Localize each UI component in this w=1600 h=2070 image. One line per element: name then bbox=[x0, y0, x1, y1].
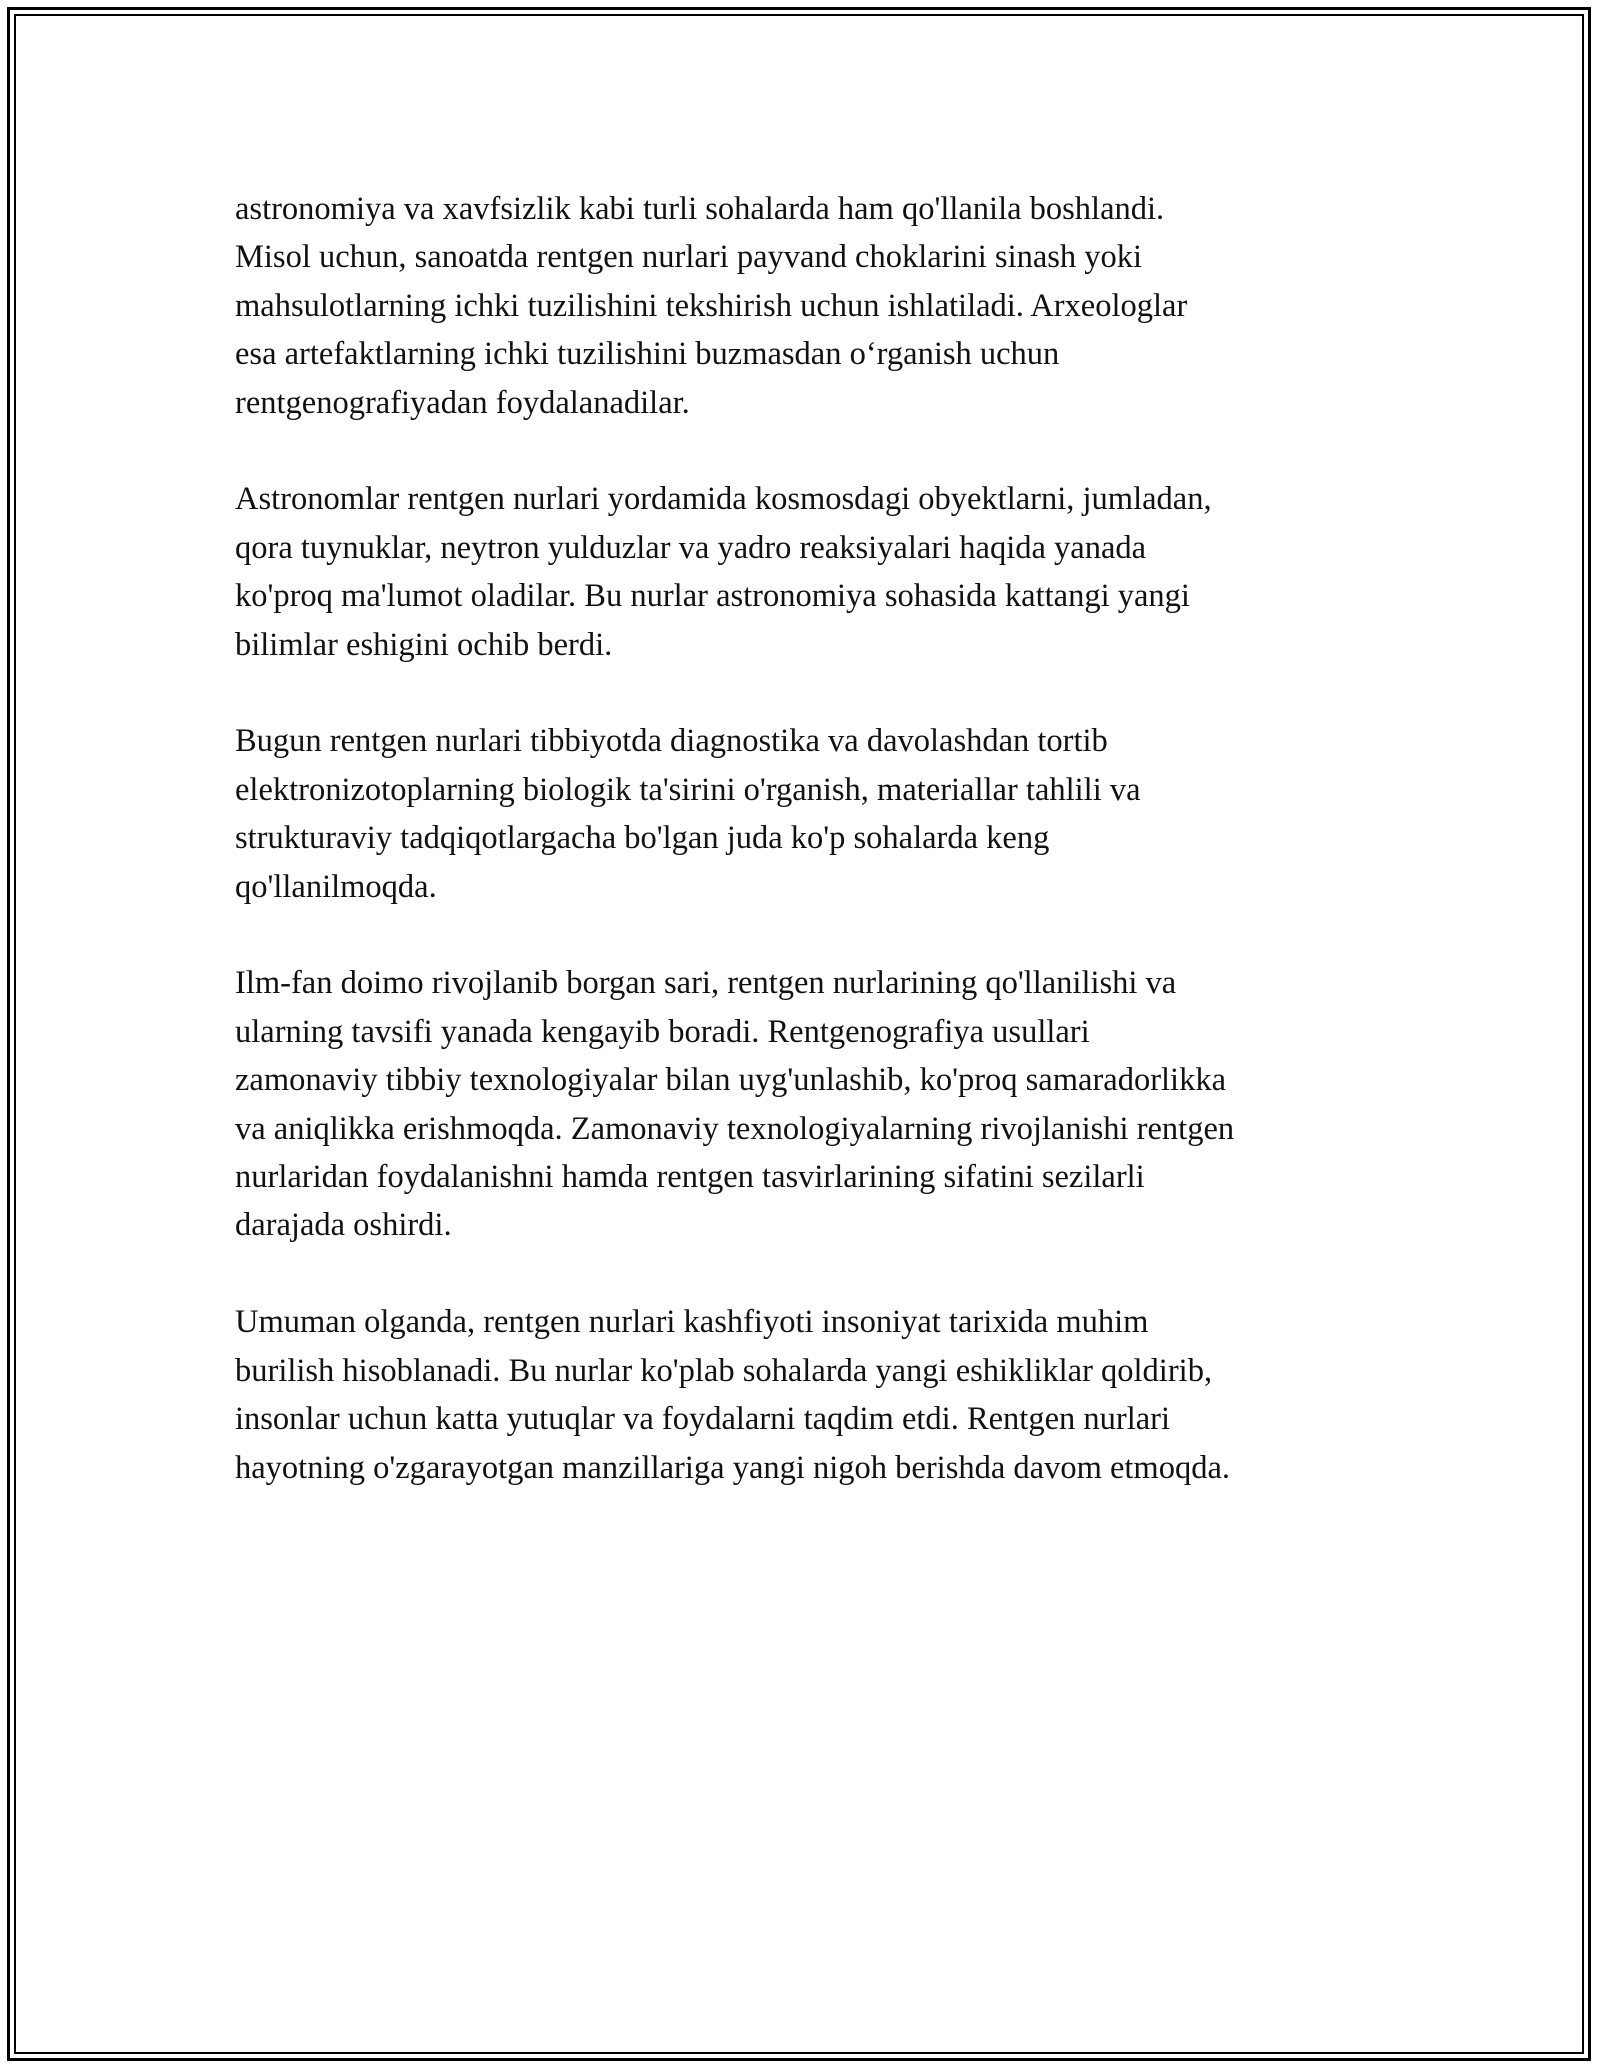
text-line: zamonaviy tibbiy texnologiyalar bilan uyg'unlashib, ko'proq samaradorlikka bbox=[235, 1062, 1226, 1099]
text-line: ko'proq ma'lumot oladilar. Bu nurlar astronomiya sohasida kattangi yangi bbox=[235, 578, 1190, 615]
paragraph-today bbox=[235, 717, 1385, 911]
text-line: Astronomlar rentgen nurlari yordamida kosmosdagi obyektlarni, jumladan, bbox=[235, 481, 1212, 518]
text-line: astronomiya va xavfsizlik kabi turli sohalarda ham qo'llanila boshlandi. bbox=[235, 191, 1165, 227]
paragraph-astronomy bbox=[235, 475, 1385, 669]
text-line: bilimlar eshigini ochib berdi. bbox=[235, 626, 613, 663]
text-line: nurlaridan foydalanishni hamda rentgen tasvirlarining sifatini sezilarli bbox=[235, 1159, 1145, 1196]
text-line: darajada oshirdi. bbox=[235, 1207, 452, 1244]
text-line: Ilm-fan doimo rivojlanib borgan sari, rentgen nurlarining qo'llanilishi va bbox=[235, 965, 1177, 1002]
text-line: Misol uchun, sanoatda rentgen nurlari payvand choklarini sinash yoki bbox=[235, 239, 1143, 276]
text-line: va aniqlikka erishmoqda. Zamonaviy texnologiyalarning rivojlanishi rentgen bbox=[235, 1110, 1235, 1147]
text-line: insonlar uchun katta yutuqlar va foydalarni taqdim etdi. Rentgen nurlari bbox=[235, 1401, 1171, 1438]
text-line: strukturaviy tadqiqotlargacha bo'lgan juda ko'p sohalarda keng bbox=[235, 820, 1050, 857]
text-line: burilish hisoblanadi. Bu nurlar ko'plab sohalarda yangi eshikliklar qoldirib, bbox=[235, 1352, 1213, 1389]
text-line: esa artefaktlarning ichki tuzilishini buzmasdan o‘rganish uchun bbox=[235, 336, 1060, 373]
text-line: rentgenografiyadan foydalanadilar. bbox=[235, 384, 690, 421]
text-line: mahsulotlarning ichki tuzilishini tekshirish uchun ishlatiladi. Arxeologlar bbox=[235, 287, 1188, 324]
text-line: qo'llanilmoqda. bbox=[235, 868, 437, 905]
text-line: ularning tavsifi yanada kengayib boradi. Rentgenografiya usullari bbox=[235, 1013, 1090, 1050]
paragraph-science bbox=[235, 959, 1385, 1249]
text-line: hayotning o'zgarayotgan manzillariga yangi nigoh berishda davom etmoqda. bbox=[235, 1449, 1231, 1486]
paragraph-applications bbox=[235, 185, 1385, 427]
paragraph-conclusion bbox=[235, 1298, 1385, 1492]
text-line: qora tuynuklar, neytron yulduzlar va yadro reaksiyalari haqida yanada bbox=[235, 529, 1147, 566]
document-body bbox=[235, 185, 1385, 1540]
text-line: Umuman olganda, rentgen nurlari kashfiyoti insoniyat tarixida muhim bbox=[235, 1304, 1149, 1341]
text-line: elektronizotoplarning biologik ta'sirini o'rganish, materiallar tahlili va bbox=[235, 771, 1141, 808]
text-line: Bugun rentgen nurlari tibbiyotda diagnostika va davolashdan tortib bbox=[235, 723, 1108, 760]
